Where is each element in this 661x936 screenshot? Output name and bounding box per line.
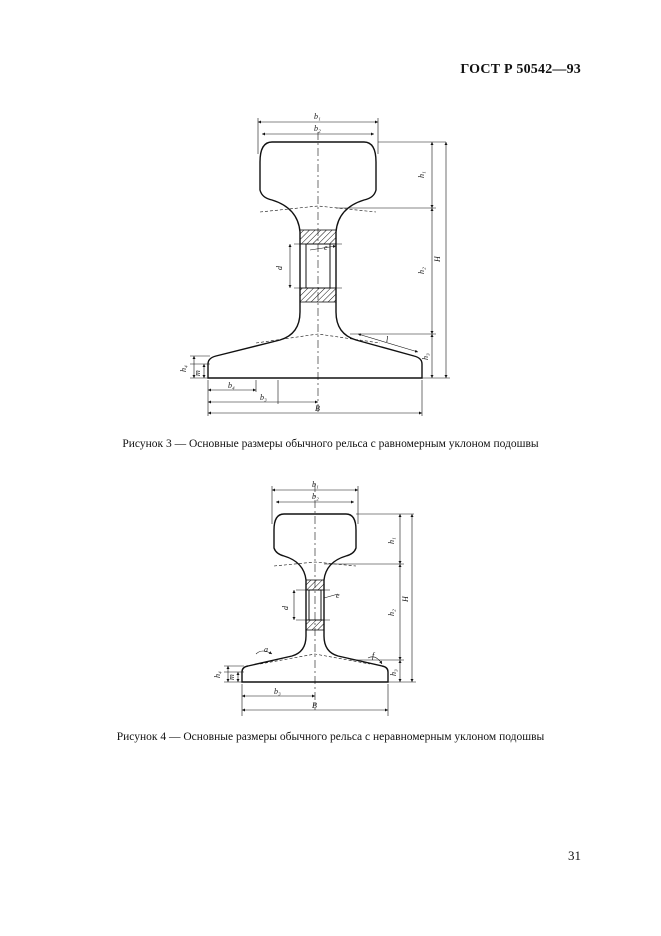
label-d: d	[275, 266, 284, 270]
label-b3: b₃	[260, 393, 267, 402]
label-e-4: e	[336, 591, 340, 600]
label-H: H	[433, 256, 442, 262]
label-h1-4: h₁	[387, 537, 396, 544]
label-B-4: B	[312, 701, 317, 710]
rail-profile	[208, 142, 422, 378]
neck-dash	[260, 206, 376, 212]
hatch-bottom	[300, 288, 336, 302]
label-H-4: H	[401, 596, 410, 602]
label-b4: b₄	[228, 381, 235, 390]
hatch-bottom-4	[306, 620, 324, 630]
rail-drawing-nonuniform-slope	[200, 470, 450, 720]
label-l: l	[386, 335, 389, 344]
figure-3-caption: Рисунок 3 — Основные размеры обычного рельса с равномерным уклоном подошвы	[122, 438, 539, 450]
label-b1: b₁	[314, 112, 321, 121]
label-d-4: d	[281, 606, 290, 610]
hatch-top-4	[306, 580, 324, 590]
figure-4-caption: Рисунок 4 — Основные размеры обычного рельса с неравномерным уклоном подошвы	[116, 731, 545, 743]
label-b2: b₂	[314, 124, 321, 133]
label-m: m	[193, 370, 202, 376]
label-h4: h₄	[179, 365, 188, 372]
label-h3: h₃	[421, 353, 430, 360]
label-h2-4: h₂	[387, 609, 396, 616]
label-a-4: a	[264, 645, 268, 654]
label-f-4: f	[372, 651, 375, 660]
label-h3-4: h₃	[389, 669, 398, 676]
page-number: 31	[568, 848, 581, 863]
hatch-top	[300, 230, 336, 244]
label-h4-4: h₄	[213, 671, 222, 678]
label-h2: h₂	[417, 267, 426, 274]
label-b2-4: b₂	[312, 492, 319, 501]
label-h1: h₁	[417, 171, 426, 178]
standard-header: ГОСТ Р 50542—93	[460, 62, 581, 77]
label-b1-4: b₁	[312, 480, 319, 489]
label-b3-4: b₃	[274, 687, 281, 696]
rail-drawing-uniform-slope	[160, 102, 470, 428]
label-B: B	[315, 404, 320, 413]
label-e: e	[324, 243, 328, 252]
label-m-4: m	[227, 674, 236, 680]
